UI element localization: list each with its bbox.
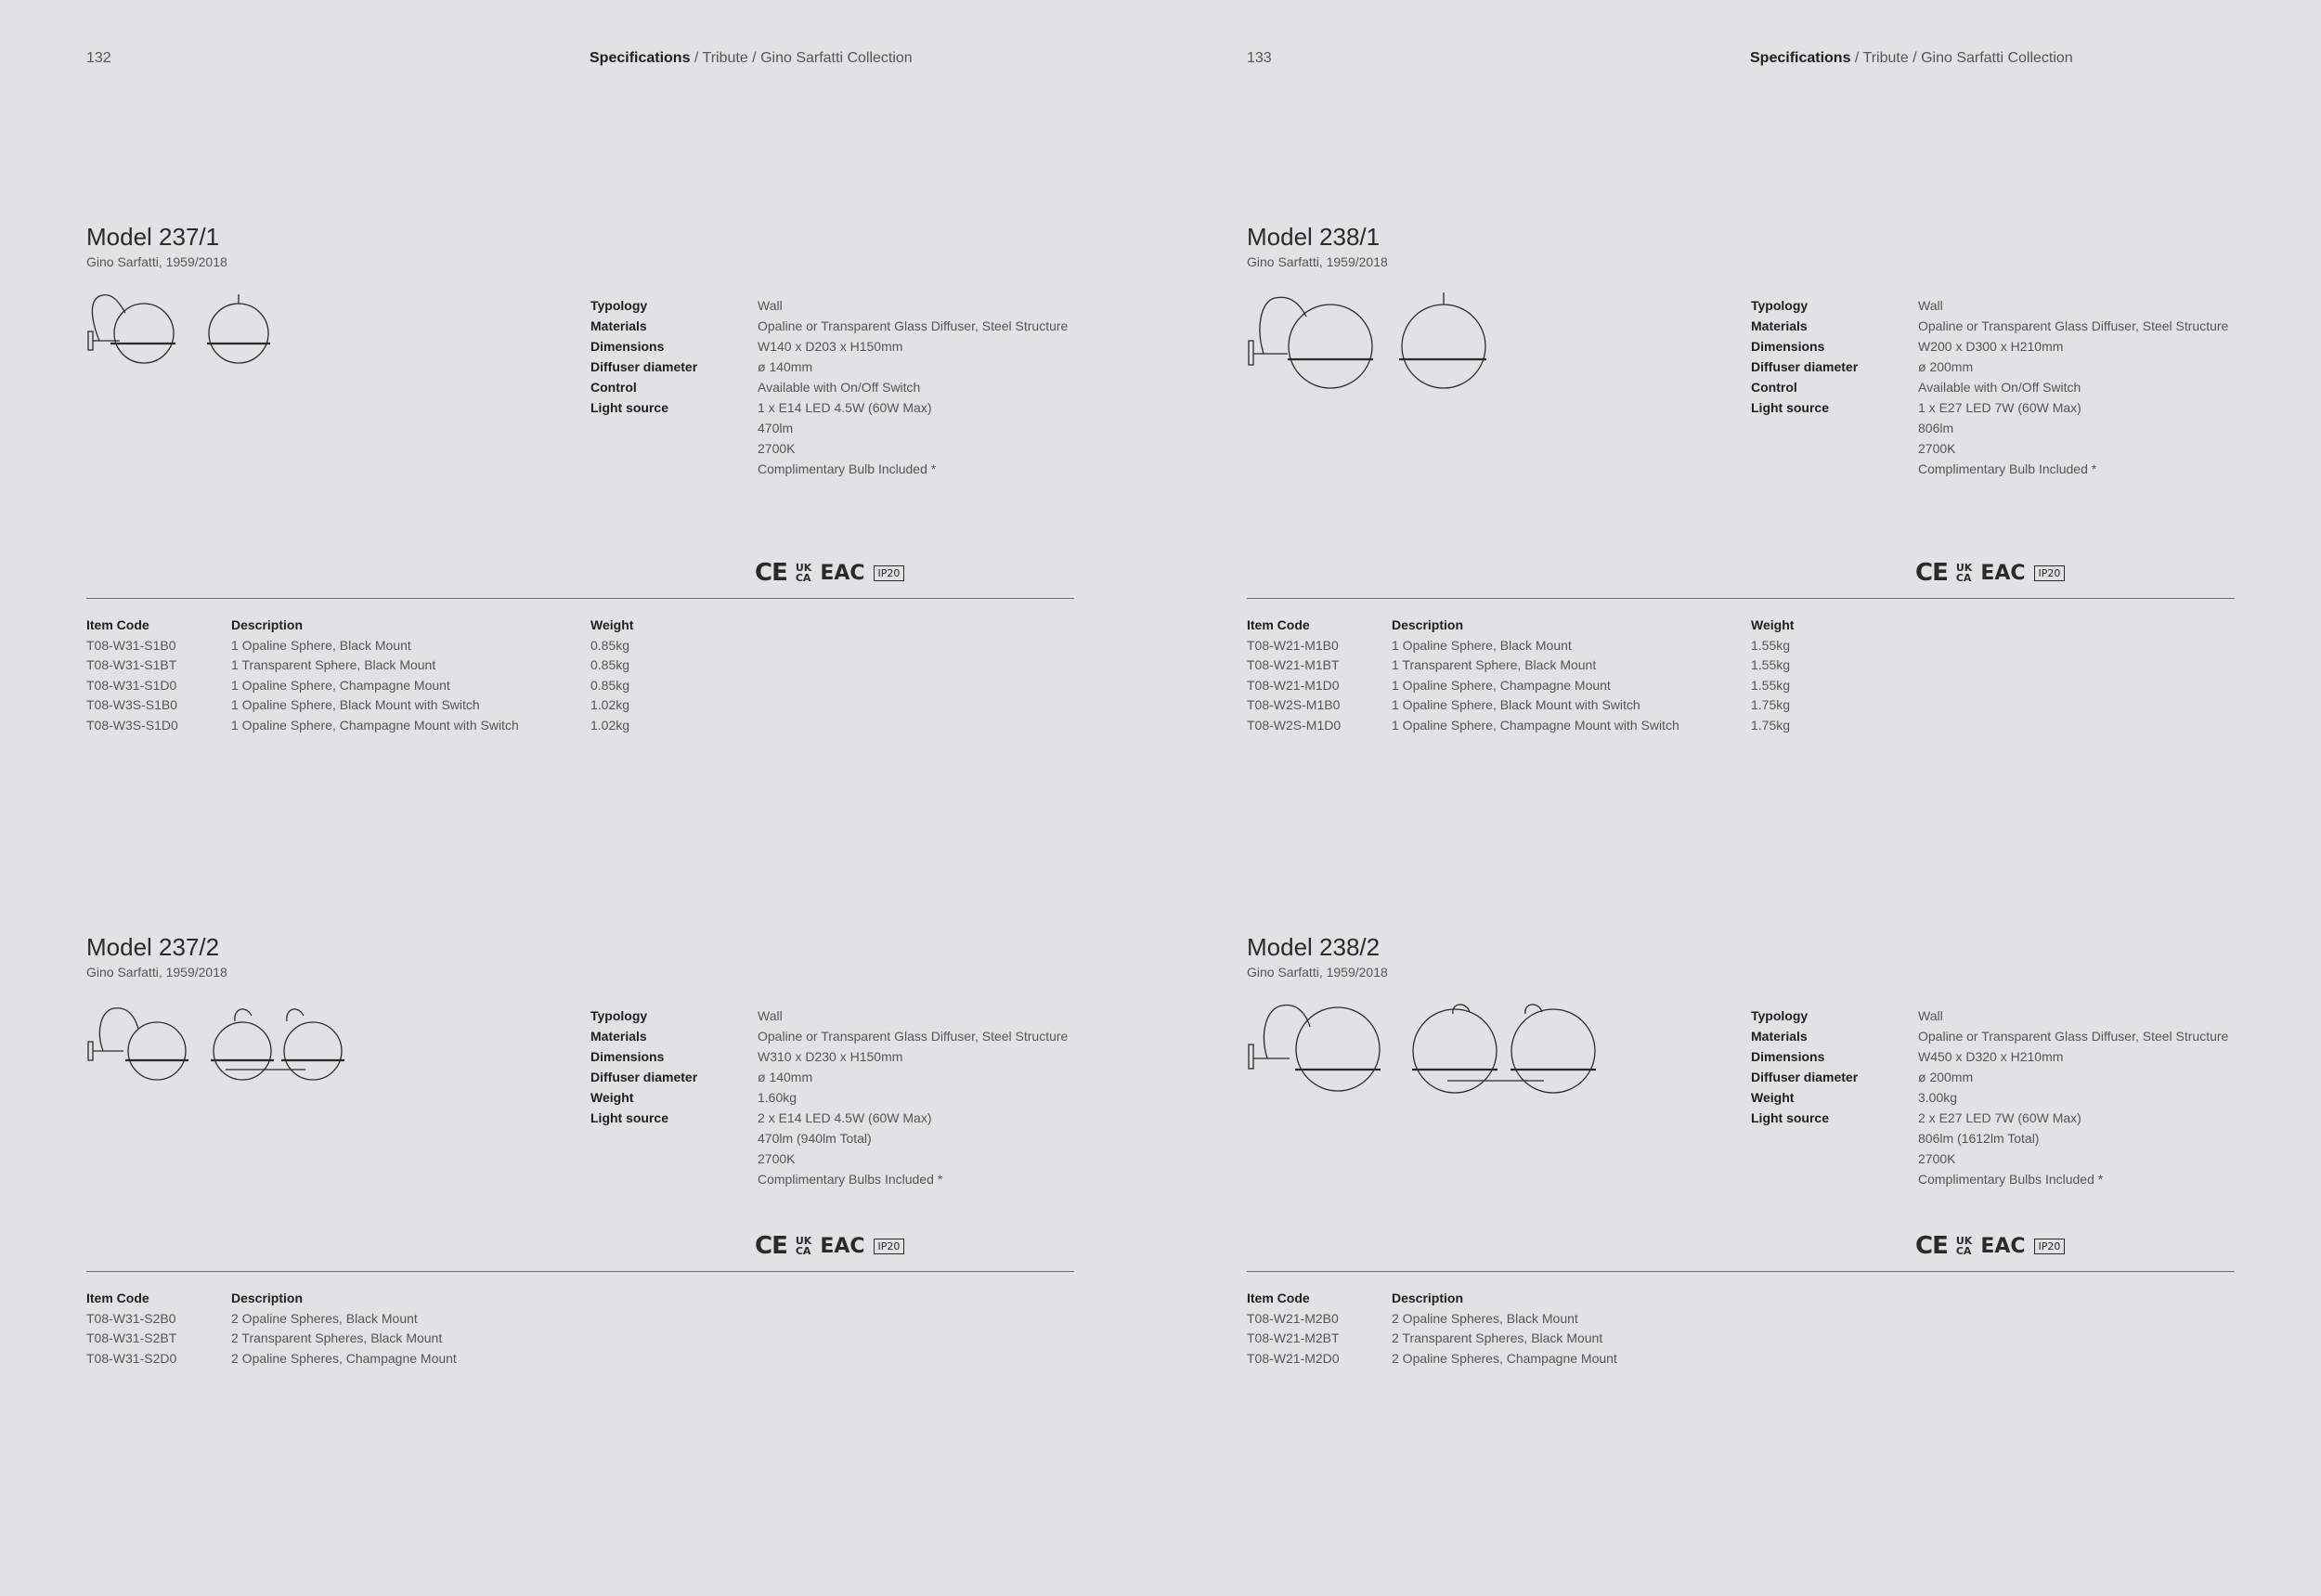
table-cell: 1.55kg — [1751, 657, 1791, 672]
certification-marks — [755, 1232, 904, 1260]
table-cell: 2 Opaline Spheres, Black Mount — [231, 1310, 418, 1326]
ip-rating: 20 — [2047, 1239, 2061, 1252]
spec-values — [758, 357, 812, 377]
item-code-table — [1247, 1289, 2235, 1369]
spec-label: Diffuser diameter — [1751, 1070, 1859, 1084]
ip-rating-badge — [2034, 1239, 2066, 1254]
page-left — [0, 0, 1160, 1596]
product-drawings — [86, 292, 272, 376]
model-subtitle: Gino Sarfatti, 1959/2018 — [1247, 965, 1388, 980]
table-cell: 2 Opaline Spheres, Champagne Mount — [1392, 1350, 1617, 1366]
spec-values — [1918, 397, 2097, 476]
table-cell: 1 Opaline Sphere, Champagne Mount — [231, 677, 450, 693]
spec-value: 470lm (940lm Total) — [758, 1131, 872, 1146]
table-cell: 1.55kg — [1751, 677, 1791, 693]
header-path: / Tribute / Gino Sarfatti Collection — [690, 50, 913, 66]
table-row — [1247, 695, 2235, 716]
table-cell: T08-W31-S2D0 — [86, 1350, 177, 1366]
spec-label: Typology — [590, 1008, 648, 1023]
spec-value: Complimentary Bulb Included * — [758, 461, 937, 476]
spec-list — [1751, 295, 2229, 476]
ce-mark: CE — [1915, 559, 1948, 587]
spec-value: Opaline or Transparent Glass Diffuser, Steel Structure — [758, 318, 1069, 333]
ip-prefix: IP — [2038, 566, 2048, 579]
header-path: / Tribute / Gino Sarfatti Collection — [1850, 50, 2073, 66]
spec-values — [758, 1026, 1068, 1046]
ip-rating-badge — [2034, 565, 2066, 581]
spec-value: Opaline or Transparent Glass Diffuser, Steel Structure — [1918, 1029, 2229, 1044]
spec-value: 2700K — [1918, 441, 1956, 456]
table-row — [1247, 1309, 2235, 1330]
spec-values — [1918, 357, 1973, 377]
product-drawings — [86, 1003, 365, 1086]
table-header-cell: Item Code — [86, 1291, 149, 1305]
divider — [1247, 1271, 2235, 1272]
spec-label: Dimensions — [590, 1049, 665, 1064]
table-cell: T08-W21-M2BT — [1247, 1330, 1340, 1345]
ukca-mark — [796, 1236, 811, 1256]
spec-row — [590, 1108, 1068, 1187]
table-header-cell: Item Code — [86, 617, 149, 632]
spec-row — [590, 1026, 1068, 1046]
ukca-mark-bottom: CA — [795, 572, 811, 584]
spec-value: Available with On/Off Switch — [758, 380, 921, 395]
spec-value: 806lm — [1918, 421, 1954, 435]
table-cell: 1 Opaline Sphere, Champagne Mount — [1392, 677, 1611, 693]
table-header-cell: Description — [1392, 617, 1464, 632]
spec-values — [758, 1108, 943, 1187]
table-cell: 2 Opaline Spheres, Black Mount — [1392, 1310, 1578, 1326]
spec-values — [758, 336, 902, 357]
spec-value: 2700K — [1918, 1151, 1956, 1166]
spec-values — [1918, 1087, 1957, 1108]
ukca-mark-top: UK — [795, 1235, 812, 1247]
table-cell: 1.55kg — [1751, 637, 1791, 653]
product-drawings — [1247, 1003, 1618, 1105]
table-cell: 1 Opaline Sphere, Champagne Mount with Switch — [1392, 717, 1679, 733]
spec-values — [1918, 336, 2063, 357]
table-cell: 2 Transparent Spheres, Black Mount — [1392, 1330, 1603, 1345]
table-cell: T08-W3S-S1D0 — [86, 717, 178, 733]
wall-lamp-single-small-icon — [86, 292, 272, 376]
ip-prefix: IP — [2038, 1239, 2048, 1252]
spec-row — [590, 1067, 1068, 1087]
spec-value: Opaline or Transparent Glass Diffuser, Steel Structure — [758, 1029, 1069, 1044]
table-header-row — [1247, 616, 2235, 636]
spec-value: Wall — [1918, 1008, 1943, 1023]
table-header-row — [1247, 1289, 2235, 1309]
page-number: 133 — [1247, 50, 1272, 66]
spec-values — [758, 1046, 902, 1067]
spec-row — [590, 397, 1068, 476]
ukca-mark — [1956, 1236, 1972, 1256]
eac-mark: EAC — [820, 1234, 865, 1258]
spec-values — [1918, 295, 1943, 316]
item-code-table — [1247, 616, 2235, 735]
table-row — [86, 676, 1074, 696]
table-cell: T08-W21-M1B0 — [1247, 637, 1339, 653]
spec-label: Dimensions — [1751, 339, 1825, 354]
spec-row — [1751, 295, 2228, 316]
ukca-mark-bottom: CA — [1955, 1245, 1972, 1257]
spec-row — [1751, 1087, 2228, 1108]
table-header-cell: Description — [1392, 1291, 1464, 1305]
table-cell: T08-W2S-M1B0 — [1247, 697, 1341, 712]
table-cell: T08-W31-S1D0 — [86, 677, 177, 693]
table-row — [86, 1349, 1074, 1369]
table-header-cell: Weight — [1751, 617, 1795, 632]
spec-row — [590, 336, 1068, 357]
spec-list — [590, 295, 1069, 476]
spec-label: Light source — [1751, 400, 1830, 415]
running-header — [590, 50, 913, 67]
spec-value: ø 140mm — [758, 359, 813, 374]
spec-row — [590, 295, 1068, 316]
spec-row — [1751, 1046, 2228, 1067]
spec-value: Wall — [758, 298, 783, 313]
model-title: Model 238/1 — [1247, 223, 1381, 251]
table-cell: T08-W21-M2B0 — [1247, 1310, 1339, 1326]
spec-label: Materials — [590, 318, 647, 333]
certification-marks — [1915, 1232, 2065, 1260]
model-subtitle: Gino Sarfatti, 1959/2018 — [86, 254, 227, 269]
spec-row — [1751, 357, 2228, 377]
spec-row — [1751, 1067, 2228, 1087]
table-cell: 1.02kg — [590, 717, 630, 733]
spec-label: Weight — [1751, 1090, 1795, 1105]
spec-values — [758, 1087, 797, 1108]
spec-value: Wall — [758, 1008, 783, 1023]
spec-values — [1918, 1046, 2063, 1067]
ukca-mark-bottom: CA — [795, 1245, 811, 1257]
spec-value: W200 x D300 x H210mm — [1918, 339, 2064, 354]
spec-value: ø 200mm — [1918, 359, 1974, 374]
header-section: Specifications — [590, 50, 691, 66]
ip-rating: 20 — [2047, 566, 2061, 579]
ce-mark: CE — [1915, 1232, 1948, 1260]
divider — [86, 1271, 1074, 1272]
table-cell: T08-W31-S2BT — [86, 1330, 177, 1345]
spec-label: Materials — [1751, 318, 1808, 333]
spec-row — [590, 377, 1068, 397]
spec-values — [1918, 316, 2228, 336]
spec-label: Weight — [590, 1090, 634, 1105]
spec-value: 2700K — [758, 441, 796, 456]
product-drawings — [1247, 292, 1488, 395]
table-cell: T08-W21-M1BT — [1247, 657, 1340, 672]
spec-value: ø 140mm — [758, 1070, 813, 1084]
page-number: 132 — [86, 50, 111, 66]
table-cell: 1 Opaline Sphere, Black Mount — [231, 637, 411, 653]
ukca-mark-top: UK — [1955, 1235, 1973, 1247]
ce-mark: CE — [755, 1232, 787, 1260]
ukca-mark — [796, 563, 811, 583]
table-header-cell: Weight — [590, 617, 634, 632]
table-cell: 1 Opaline Sphere, Black Mount with Switch — [231, 697, 480, 712]
spec-values — [1918, 1108, 2104, 1187]
spec-label: Materials — [1751, 1029, 1808, 1044]
spec-value: 1 x E27 LED 7W (60W Max) — [1918, 400, 2081, 415]
ukca-mark-bottom: CA — [1955, 572, 1972, 584]
spec-values — [1918, 1026, 2228, 1046]
divider — [1247, 598, 2235, 599]
table-cell: T08-W21-M1D0 — [1247, 677, 1340, 693]
spec-values — [1918, 377, 2081, 397]
table-cell: 1 Opaline Sphere, Black Mount — [1392, 637, 1572, 653]
spec-values — [758, 377, 920, 397]
table-row — [1247, 655, 2235, 676]
table-row — [1247, 636, 2235, 656]
table-cell: 1 Opaline Sphere, Champagne Mount with Switch — [231, 717, 519, 733]
spec-value: 470lm — [758, 421, 794, 435]
spec-values — [758, 316, 1068, 336]
divider — [86, 598, 1074, 599]
ukca-mark — [1956, 563, 1972, 583]
ip-rating: 20 — [887, 1239, 901, 1252]
table-row — [86, 695, 1074, 716]
spec-label: Dimensions — [1751, 1049, 1825, 1064]
spec-row — [590, 1006, 1068, 1026]
spec-value: 2 x E27 LED 7W (60W Max) — [1918, 1110, 2081, 1125]
spec-value: 2 x E14 LED 4.5W (60W Max) — [758, 1110, 932, 1125]
spec-row — [590, 1087, 1068, 1108]
spec-list — [590, 1006, 1069, 1187]
spec-values — [758, 295, 783, 316]
spec-value: 1.60kg — [758, 1090, 797, 1105]
table-cell: 0.85kg — [590, 657, 630, 672]
spec-values — [1918, 1067, 1973, 1087]
spec-value: 2700K — [758, 1151, 796, 1166]
spec-row — [1751, 316, 2228, 336]
spec-row — [1751, 377, 2228, 397]
spec-value: 806lm (1612lm Total) — [1918, 1131, 2040, 1146]
table-cell: T08-W3S-S1B0 — [86, 697, 178, 712]
ukca-mark-top: UK — [1955, 562, 1973, 574]
ip-prefix: IP — [877, 1239, 888, 1252]
spec-row — [590, 316, 1068, 336]
spec-value: Complimentary Bulbs Included * — [1918, 1172, 2104, 1187]
table-row — [1247, 1329, 2235, 1349]
table-cell: 0.85kg — [590, 637, 630, 653]
model-subtitle: Gino Sarfatti, 1959/2018 — [1247, 254, 1388, 269]
spec-label: Typology — [1751, 298, 1809, 313]
spec-value: 1 x E14 LED 4.5W (60W Max) — [758, 400, 932, 415]
spec-value: Complimentary Bulb Included * — [1918, 461, 2097, 476]
certification-marks — [1915, 559, 2065, 587]
spec-label: Dimensions — [590, 339, 665, 354]
certification-marks — [755, 559, 904, 587]
table-header-cell: Description — [231, 1291, 304, 1305]
table-cell: 1 Opaline Sphere, Black Mount with Switch — [1392, 697, 1640, 712]
eac-mark: EAC — [820, 561, 865, 585]
spec-row — [1751, 397, 2228, 476]
table-header-cell: Item Code — [1247, 617, 1310, 632]
spec-value: 3.00kg — [1918, 1090, 1958, 1105]
table-cell: 1 Transparent Sphere, Black Mount — [1392, 657, 1597, 672]
spec-label: Typology — [1751, 1008, 1809, 1023]
spec-value: Opaline or Transparent Glass Diffuser, Steel Structure — [1918, 318, 2229, 333]
spec-label: Light source — [590, 1110, 669, 1125]
table-row — [86, 636, 1074, 656]
spec-values — [758, 1006, 783, 1026]
table-cell: 2 Transparent Spheres, Black Mount — [231, 1330, 443, 1345]
item-code-table — [86, 1289, 1074, 1369]
ip-rating: 20 — [887, 566, 901, 579]
table-cell: 2 Opaline Spheres, Champagne Mount — [231, 1350, 457, 1366]
ip-prefix: IP — [877, 566, 888, 579]
spec-values — [1918, 1006, 1943, 1026]
table-cell: T08-W31-S1B0 — [86, 637, 176, 653]
spec-label: Diffuser diameter — [590, 1070, 698, 1084]
table-row — [86, 1309, 1074, 1330]
spec-value: W140 x D203 x H150mm — [758, 339, 903, 354]
running-header — [1750, 50, 2073, 67]
table-cell: 1.75kg — [1751, 697, 1791, 712]
spec-list — [1751, 1006, 2229, 1187]
spec-value: Complimentary Bulbs Included * — [758, 1172, 943, 1187]
table-cell: T08-W2S-M1D0 — [1247, 717, 1342, 733]
table-row — [86, 655, 1074, 676]
table-header-cell: Description — [231, 617, 304, 632]
spec-row — [1751, 1006, 2228, 1026]
table-header-cell: Item Code — [1247, 1291, 1310, 1305]
spec-value: Available with On/Off Switch — [1918, 380, 2081, 395]
table-cell: 0.85kg — [590, 677, 630, 693]
table-row — [86, 1329, 1074, 1349]
model-title: Model 238/2 — [1247, 933, 1381, 961]
spec-values — [758, 397, 937, 476]
table-row — [1247, 1349, 2235, 1369]
table-cell: T08-W31-S2B0 — [86, 1310, 176, 1326]
table-cell: 1 Transparent Sphere, Black Mount — [231, 657, 436, 672]
spec-value: Wall — [1918, 298, 1943, 313]
spec-row — [1751, 336, 2228, 357]
wall-lamp-single-large-icon — [1247, 292, 1488, 395]
spec-label: Materials — [590, 1029, 647, 1044]
table-header-row — [86, 1289, 1074, 1309]
spec-row — [590, 1046, 1068, 1067]
table-row — [1247, 716, 2235, 736]
ce-mark: CE — [755, 559, 787, 587]
table-cell: T08-W21-M2D0 — [1247, 1350, 1340, 1366]
spec-row — [1751, 1026, 2228, 1046]
wall-lamp-double-small-icon — [86, 1003, 365, 1086]
table-header-row — [86, 616, 1074, 636]
spec-values — [758, 1067, 812, 1087]
spec-row — [590, 357, 1068, 377]
wall-lamp-double-large-icon — [1247, 1003, 1618, 1105]
ukca-mark-top: UK — [795, 562, 812, 574]
page-right — [1160, 0, 2321, 1596]
table-row — [86, 716, 1074, 736]
model-title: Model 237/1 — [86, 223, 220, 251]
table-cell: 1.75kg — [1751, 717, 1791, 733]
spec-value: W310 x D230 x H150mm — [758, 1049, 903, 1064]
item-code-table — [86, 616, 1074, 735]
table-row — [1247, 676, 2235, 696]
eac-mark: EAC — [1980, 561, 2026, 585]
spec-label: Typology — [590, 298, 648, 313]
spec-row — [1751, 1108, 2228, 1187]
spec-label: Light source — [590, 400, 669, 415]
spec-label: Light source — [1751, 1110, 1830, 1125]
spec-value: W450 x D320 x H210mm — [1918, 1049, 2064, 1064]
spec-value: ø 200mm — [1918, 1070, 1974, 1084]
model-title: Model 237/2 — [86, 933, 220, 961]
spec-label: Diffuser diameter — [590, 359, 698, 374]
header-section: Specifications — [1750, 50, 1851, 66]
eac-mark: EAC — [1980, 1234, 2026, 1258]
model-subtitle: Gino Sarfatti, 1959/2018 — [86, 965, 227, 980]
table-cell: T08-W31-S1BT — [86, 657, 177, 672]
spec-label: Diffuser diameter — [1751, 359, 1859, 374]
table-cell: 1.02kg — [590, 697, 630, 712]
spec-label: Control — [590, 380, 637, 395]
spec-label: Control — [1751, 380, 1797, 395]
ip-rating-badge — [874, 565, 905, 581]
ip-rating-badge — [874, 1239, 905, 1254]
